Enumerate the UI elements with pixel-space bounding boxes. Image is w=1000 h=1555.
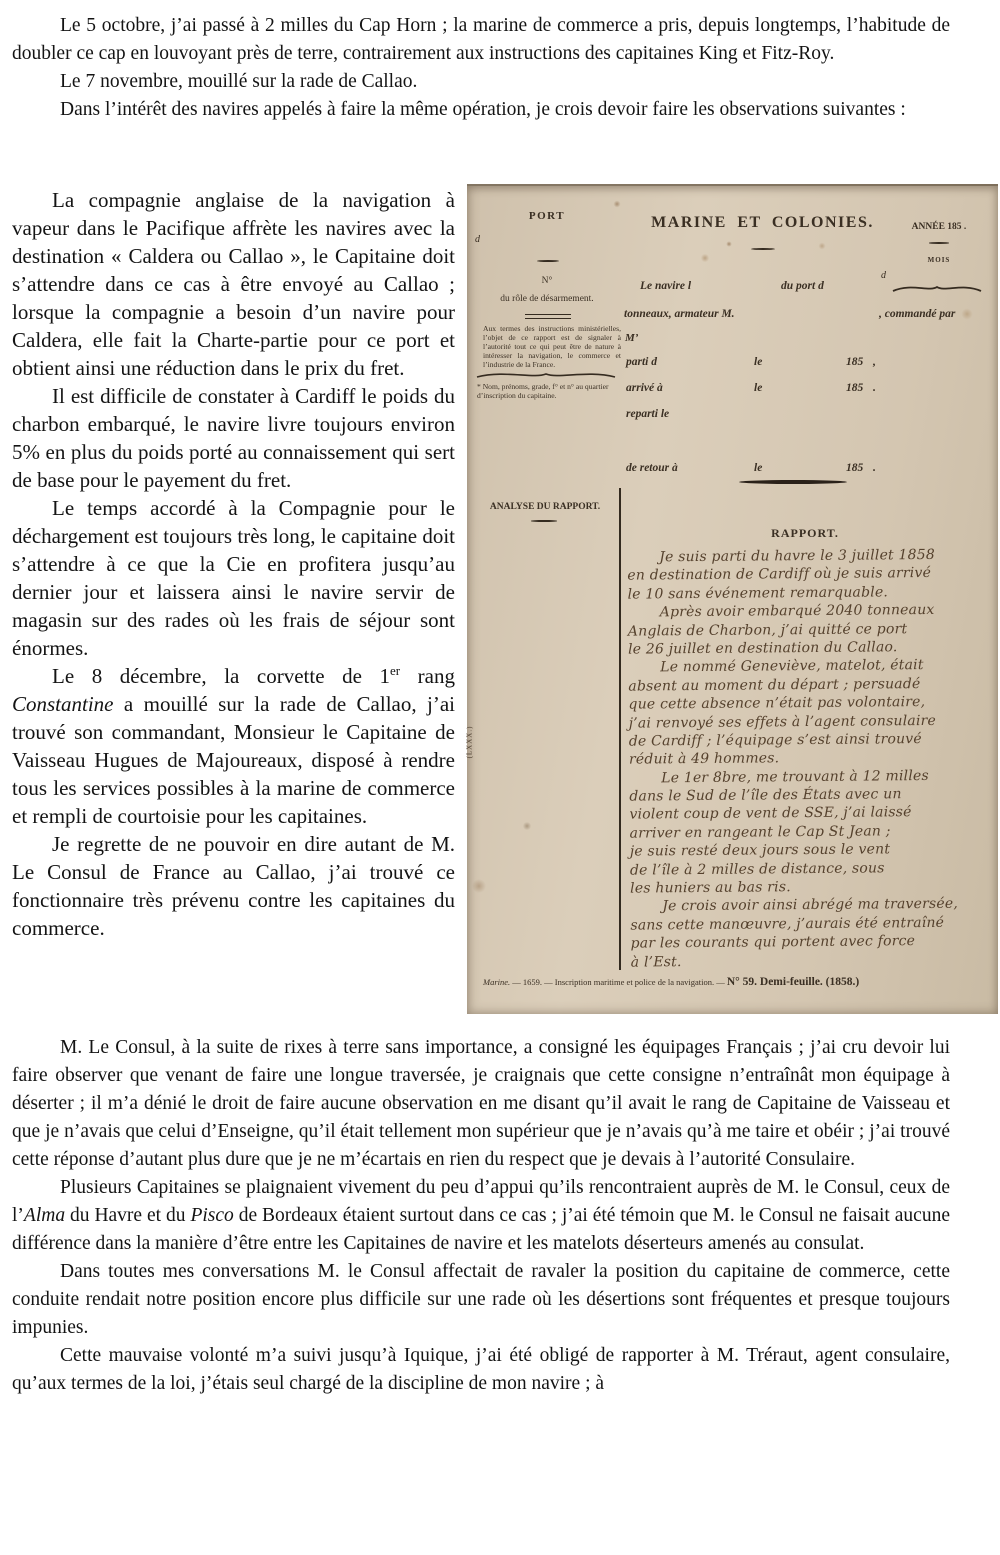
manuscript-line: Je suis parti du havre le 3 juillet 1858	[659, 546, 936, 566]
left-column-paragraphs	[12, 186, 455, 942]
form-row-reparti	[467, 408, 998, 424]
form-row-parti	[467, 356, 998, 372]
manuscript-line: violent coup de vent de SSE, j’ai laissé	[629, 804, 912, 824]
paragraph: Le 8 décembre, la corvette de 1er rang Constantine a mouillé sur la rade de Callao, j’ai trouvé son commandant, Monsieur le Capitaine de Vaisseau Hugues de Majoureaux, disposé à rendre tous les services possibles à la marine de commerce et rempli de courtoisie pour les capitaines.	[12, 663, 455, 828]
top-paragraphs	[12, 12, 950, 124]
paragraph: Dans toutes mes conversations M. le Consul affectait de ravaler la position du capitaine de commerce, cette conduite rendait notre position encore plus difficile sur une rade où les désertions sont fréquentes et presque toujours impunies.	[12, 1261, 950, 1338]
imprint-mid: — 1659. — Inscription maritime et police de la navigation. —	[510, 977, 727, 987]
manuscript-line: Anglais de Charbon, j’ai quitté ce port	[627, 620, 908, 640]
paragraph: Il est difficile de constater à Cardiff le poids du charbon embarqué, le navire livre toujours environ 5% en plus du poids porté au connaissement qui sert de base pour le payement du fret.	[12, 384, 455, 492]
manuscript-line: par les courants qui portent avec force	[630, 933, 916, 952]
manuscript-line: Je crois avoir ainsi abrégé ma traversée,	[662, 896, 959, 915]
form-field-commande: , commandé par	[879, 308, 956, 320]
scanned-report-form	[467, 184, 998, 1014]
manuscript-line: arriver en rangeant le Cap St Jean ;	[629, 823, 891, 842]
manuscript-line: j’ai renvoyé ses effets à l’agent consulaire	[628, 712, 937, 732]
form-row-retour	[467, 462, 998, 478]
field-year: 185	[846, 382, 864, 394]
tapered-rule	[739, 480, 847, 484]
field-label: de retour à	[626, 462, 678, 474]
vertical-divider	[619, 488, 621, 970]
paragraph: Le 7 novembre, mouillé sur la rade de Callao.	[60, 71, 418, 92]
form-field-m: M’	[625, 332, 639, 344]
field-punct: .	[873, 382, 876, 394]
form-margin-note: * Nom, prénoms, grade, f° et n° au quartier d’inscription du capitaine.	[477, 382, 609, 400]
field-punct: .	[873, 462, 876, 474]
manuscript-line: absent au moment du départ ; persuadé	[628, 675, 921, 695]
divider	[531, 520, 557, 522]
paragraph: Cette mauvaise volonté m’a suivi jusqu’à Iquique, j’ai été obligé de rapporter à M. Tréraut, agent consulaire, qu’aux termes de la loi, j’étais seul chargé de la discipline de mon navire ; à	[12, 1345, 950, 1394]
manuscript-line: Après avoir embarqué 2040 tonneaux	[659, 602, 935, 621]
form-analyse-label: ANALYSE DU RAPPORT.	[489, 502, 601, 512]
field-year: 185	[846, 356, 864, 368]
form-annee-d: d	[881, 270, 886, 281]
imprint-number: N° 59. Demi-feuille. (1858.)	[726, 976, 860, 988]
printer-imprint	[483, 976, 988, 988]
form-number-label: N°	[541, 276, 553, 286]
bottom-paragraphs	[12, 1034, 950, 1398]
form-row-arrive	[467, 382, 998, 398]
form-instructions-note: Aux termes des instructions ministérielles, l’objet de ce rapport est de signaler à l’autorité tout ce qui peut être de nature à intéresser la navigation, le commerce et l’industrie de la France.	[483, 324, 621, 369]
form-title: MARINE ET COLONIES.	[651, 214, 874, 231]
manuscript-line: Le nommé Geneviève, matelot, était	[660, 657, 924, 676]
manuscript-text	[627, 545, 997, 971]
manuscript-line: à l’Est.	[630, 953, 682, 971]
manuscript-line: le 10 sans événement remarquable.	[627, 584, 889, 603]
field-le: le	[754, 382, 763, 394]
manuscript-line: je suis resté deux jours sous le vent	[629, 841, 891, 860]
manuscript-line: sans cette manœuvre, j’aurais été entraîné	[630, 914, 945, 934]
form-port-d: d	[475, 234, 480, 245]
paragraph: Plusieurs Capitaines se plaignaient vivement du peu d’appui qu’ils rencontraient auprès de M. le Consul, ceux de l’Alma du Havre et du Pisco de Bordeaux étaient surtout dans ce cas ; j’ai été témoin que M. le Consul ne faisait aucune différence dans la manière d’être entre les Capitaines de navire et les matelots déserteurs amenés au consulat.	[12, 1177, 950, 1254]
divider	[751, 248, 775, 250]
form-field-navire: Le navire l	[640, 280, 692, 292]
manuscript-line: que cette absence n’était pas volontaire,	[628, 694, 926, 713]
form-field-tonneaux: tonneaux, armateur M.	[624, 308, 735, 320]
manuscript-line: de Cardiff ; l’équipage s’est ainsi trouvé	[628, 730, 922, 750]
imprint-marine: Marine.	[483, 977, 511, 987]
divider	[537, 260, 559, 262]
manuscript-line: Le 1er 8bre, me trouvant à 12 milles	[661, 767, 929, 787]
field-label: reparti le	[626, 408, 670, 420]
paragraph: Le temps accordé à la Compagnie pour le déchargement est toujours très long, le capitaine doit s’attendre à ce que la Cie en profitera jusqu’au dernier jour et laissera ainsi le navire servir de magasin sur des rades où les frais de séjour sont énormes.	[12, 496, 455, 660]
field-le: le	[754, 356, 763, 368]
divider	[929, 242, 949, 244]
form-role-label: du rôle de désarmement.	[500, 294, 594, 304]
manuscript-line: dans le Sud de l’île des États avec un	[629, 786, 902, 805]
side-plate-label: (LXXX.)	[465, 725, 474, 759]
form-annee-label: ANNÉE 185 .	[911, 222, 967, 232]
paragraph: La compagnie anglaise de la navigation à vapeur dans le Pacifique affrète les navires avec la destination « Caldera ou Callao », le Capitaine doit s’attendre dans ce cas à être envoyé au Callao ; lorsque la compagnie a besoin d’un navire pour Caldera, elle fait la Charte-partie pour ce port et obtient ainsi une réduction dans le prix du fret.	[12, 188, 455, 380]
form-port-label: PORT	[528, 210, 566, 222]
divider	[525, 314, 571, 319]
form-field-du-port: du port d	[781, 280, 824, 292]
form-rapport-title: RAPPORT.	[771, 526, 839, 540]
paragraph: Je regrette de ne pouvoir en dire autant de M. Le Consul de France au Callao, j’ai trouvé ce fonctionnaire très prévenu contre les capitaines du commerce.	[12, 832, 455, 940]
field-le: le	[754, 462, 763, 474]
field-label: parti d	[626, 356, 657, 368]
manuscript-line: les huniers au bas ris.	[630, 879, 791, 897]
field-label: arrivé à	[626, 382, 663, 394]
brace-curve	[891, 282, 983, 294]
paragraph: Dans l’intérêt des navires appelés à faire la même opération, je crois devoir faire les observations suivantes :	[60, 99, 906, 120]
manuscript-line: en destination de Cardiff où je suis arrivé	[627, 565, 932, 584]
paragraph: Le 5 octobre, j’ai passé à 2 milles du Cap Horn ; la marine de commerce a pris, depuis longtemps, l’habitude de doubler ce cap en louvoyant près de terre, contrairement aux instructions des capitaines King et Fitz-Roy.	[12, 15, 950, 64]
manuscript-line: de l’île à 2 milles de distance, sous	[629, 860, 885, 879]
field-year: 185	[846, 462, 864, 474]
field-punct: ,	[873, 356, 876, 368]
form-mois-label: MOIS	[927, 256, 951, 264]
paragraph: M. Le Consul, à la suite de rixes à terre sans importance, a consigné les équipages Français ; j’ai cru devoir lui faire observer que venant de faire une longue traversée, je craignais que cette consigne n’entraînât mon équipage à déserter ; il m’a dénié le droit de faire aucune observation en me disant qu’il avait le rang de Capitaine de Vaisseau et que je n’avais que celui d’Enseigne, qu’il était tellement mon supérieur que je n’avais qu’à me taire et obéir ; j’ai trouvé cette réponse d’autant plus dure que je ne m’écartais en rien du respect que je devais à l’autorité Consulaire.	[12, 1037, 950, 1170]
manuscript-line: le 26 juillet en destination du Callao.	[627, 639, 898, 658]
manuscript-line: réduit à 49 hommes.	[628, 750, 780, 768]
